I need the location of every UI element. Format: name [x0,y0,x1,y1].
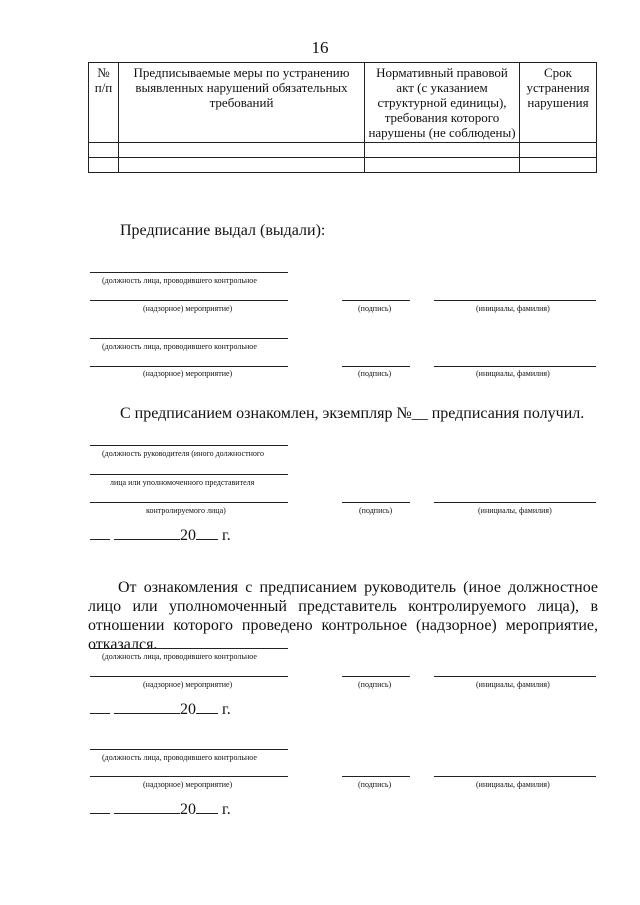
signature-line[interactable] [342,300,410,301]
position-line[interactable] [90,338,288,339]
signature-line[interactable] [342,502,410,503]
position-line[interactable] [90,676,288,677]
position-line[interactable] [90,749,288,750]
date-field[interactable] [90,699,231,719]
year-suffix: г. [222,801,231,818]
initials-line[interactable] [434,366,596,367]
date-field[interactable] [90,799,231,819]
signature-line[interactable] [342,366,410,367]
position-caption: (должность лица, проводившего контрольное [102,276,257,285]
position-line[interactable] [90,648,288,649]
table-row [89,143,597,158]
position-line[interactable] [90,272,288,273]
position-line[interactable] [90,776,288,777]
table-cell[interactable] [520,143,597,158]
position-caption: контролируемого лица) [146,506,226,515]
table-header-row [89,63,597,143]
initials-caption: (инициалы, фамилия) [476,780,550,789]
initials-line[interactable] [434,300,596,301]
date-field[interactable] [90,525,231,545]
position-caption: (надзорное) мероприятие) [143,369,233,378]
initials-caption: (инициалы, фамилия) [478,506,552,515]
table-cell[interactable] [119,158,365,173]
position-caption: (должность лица, проводившего контрольное [102,652,257,661]
col-deadline-header: Срок устранения нарушения [520,63,597,143]
signature-line[interactable] [342,776,410,777]
table-cell[interactable] [89,143,119,158]
signature-caption: (подпись) [358,680,392,689]
issued-heading: Предписание выдал (выдали): [120,222,326,239]
year-suffix: г. [222,527,231,544]
table-cell[interactable] [365,143,520,158]
table-row [89,158,597,173]
position-caption: (надзорное) мероприятие) [143,680,233,689]
page-number: 16 [311,38,329,57]
acquainted-text: С предписанием ознакомлен, экземпляр №__ предписания получил. [120,405,585,422]
position-line[interactable] [90,300,288,301]
position-caption: (должность руководителя (иного должностного [102,449,264,458]
initials-caption: (инициалы, фамилия) [476,304,550,313]
signature-caption: (подпись) [358,780,392,789]
position-line[interactable] [90,502,288,503]
position-line[interactable] [90,366,288,367]
year-prefix: 20 [180,527,196,544]
initials-line[interactable] [434,776,596,777]
initials-line[interactable] [434,676,596,677]
col-legal-act-header: Нормативный правовой акт (с указанием структурной единицы), требования которого нарушены (не соблюдены) [365,63,520,143]
col-number-header: № п/п [89,63,119,143]
table-cell[interactable] [89,158,119,173]
initials-caption: (инициалы, фамилия) [476,369,550,378]
table-cell[interactable] [520,158,597,173]
position-caption: (должность лица, проводившего контрольное [102,342,257,351]
signature-caption: (подпись) [358,304,392,313]
col-measures-header: Предписываемые меры по устранению выявленных нарушений обязательных требований [119,63,365,143]
position-caption: лица или уполномоченного представителя [110,478,255,487]
table-cell[interactable] [119,143,365,158]
year-suffix: г. [222,701,231,718]
position-line[interactable] [90,445,288,446]
position-caption: (должность лица, проводившего контрольное [102,753,257,762]
position-caption: (надзорное) мероприятие) [143,780,233,789]
table-cell[interactable] [365,158,520,173]
year-prefix: 20 [180,801,196,818]
position-caption: (надзорное) мероприятие) [143,304,233,313]
refusal-paragraph [88,578,598,654]
position-line[interactable] [90,474,288,475]
refusal-text: От ознакомления с предписанием руководитель (иное должностное лицо или уполномоченный представитель контролируемого лица), в отношении которого проведено контрольное (надзорное) мероприятие, отказался. [88,579,598,653]
signature-line[interactable] [342,676,410,677]
initials-line[interactable] [434,502,596,503]
year-prefix: 20 [180,701,196,718]
signature-caption: (подпись) [359,506,393,515]
initials-caption: (инициалы, фамилия) [476,680,550,689]
signature-caption: (подпись) [358,369,392,378]
violations-table [88,62,597,173]
